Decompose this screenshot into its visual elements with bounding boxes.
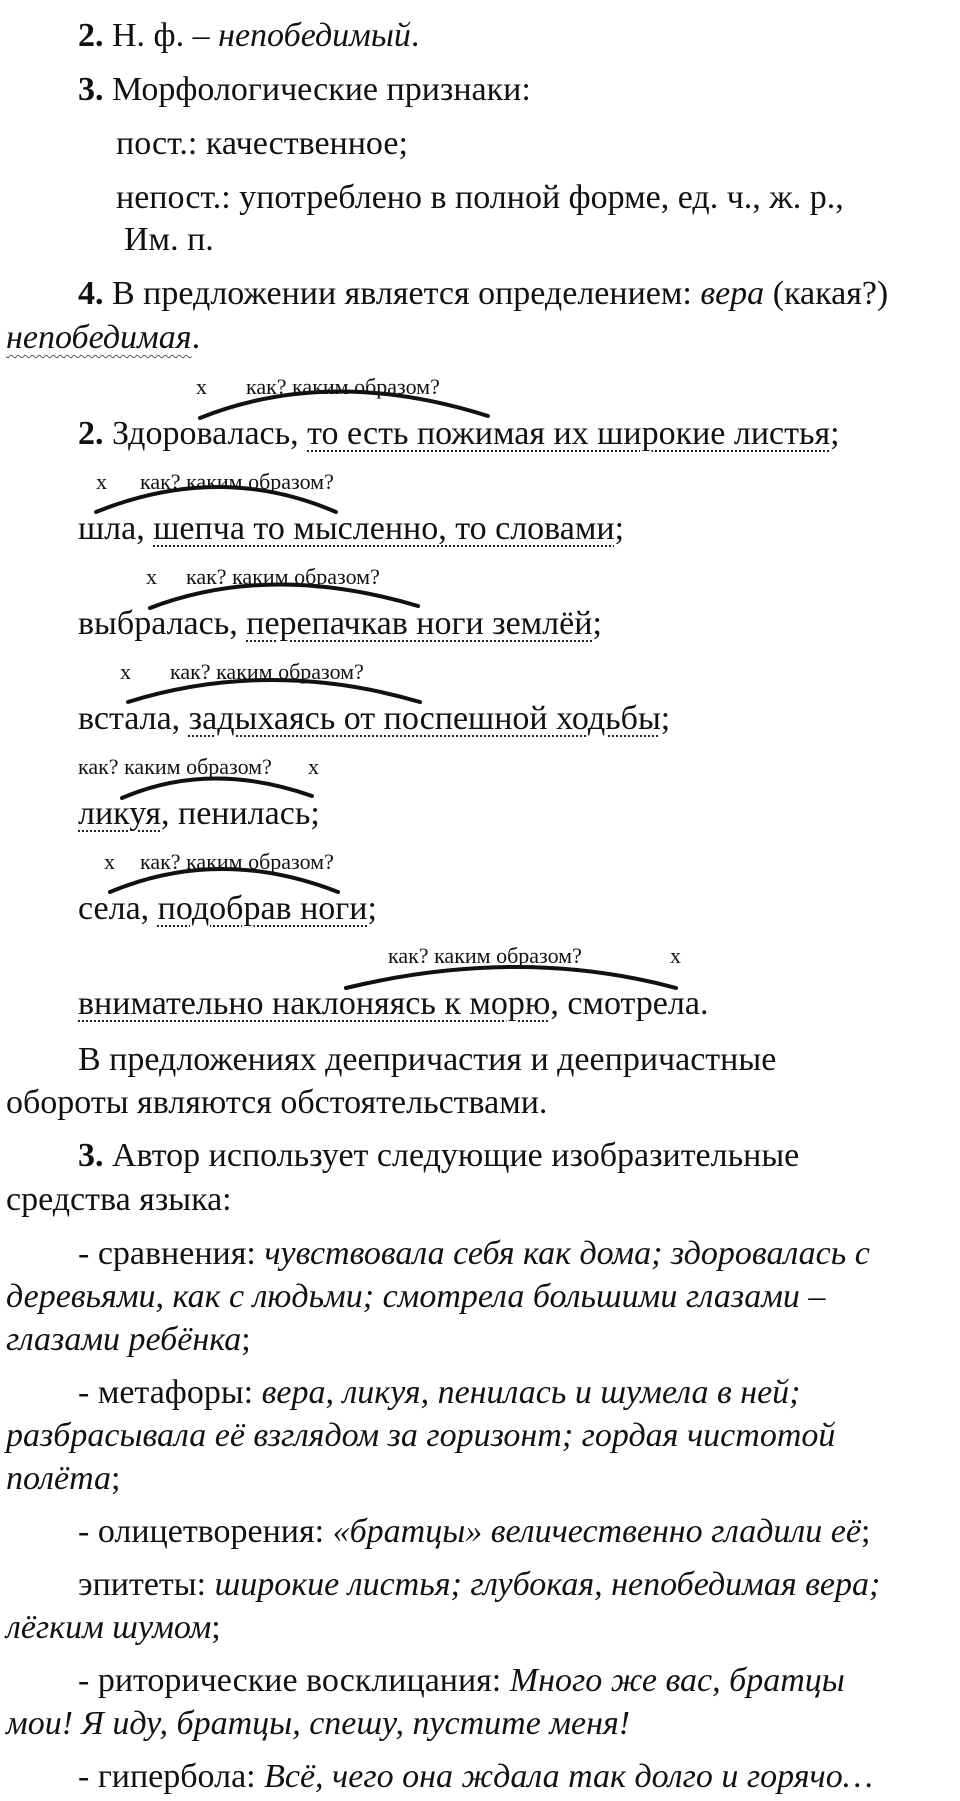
x-mark: х (104, 849, 115, 874)
list-item-exclamations (78, 1661, 845, 1701)
x-mark: х (146, 564, 157, 589)
device-label: - олицетворения: (78, 1513, 333, 1550)
list-item-metaphors-line2: разбрасывала её взглядом за горизонт; гордая чистотой (6, 1417, 836, 1454)
constant-features: пост.: качественное; (116, 125, 408, 162)
punct: ; (860, 1513, 871, 1550)
list-item-epithets (78, 1565, 880, 1605)
punct: ; (310, 795, 320, 832)
device-label: - гипербола: (78, 1758, 265, 1795)
participle-phrase: перепачкав ноги землёй (246, 605, 593, 642)
sentence-3 (78, 604, 602, 644)
x-mark: х (196, 374, 207, 399)
list-item-hyperbole (78, 1757, 873, 1797)
sentence-5 (78, 794, 320, 834)
text: Н. ф. – (103, 17, 219, 54)
punct: , (229, 605, 247, 642)
list-item-comparisons (78, 1234, 870, 1274)
device-examples: Всё, чего она ждала так долго и горячо… (264, 1758, 873, 1795)
question-label: как? каким образом? (388, 943, 582, 968)
question-label: как? каким образом? (246, 374, 440, 399)
punct: , (136, 510, 154, 547)
question: (какая?) (764, 275, 889, 312)
device-examples: чувствовала себя как дома; здоровалась с (264, 1235, 870, 1272)
item-number: 2. (78, 17, 104, 54)
attribute-word: непобедимая (6, 319, 192, 356)
punct: . (191, 319, 201, 356)
sentence-4 (78, 699, 670, 739)
punct: ; (111, 1460, 121, 1497)
punct: , (161, 795, 178, 832)
punct: ; (830, 415, 840, 452)
predicate: села (78, 890, 141, 927)
predicate: шла (78, 510, 137, 547)
punct: , (140, 890, 158, 927)
item-number: 2. (78, 415, 104, 452)
device-examples: глазами ребёнка (6, 1321, 242, 1358)
sentence-2 (78, 509, 624, 549)
list-item-comparisons-line2: деревьями, как с людьми; смотрела большими глазами – (6, 1278, 826, 1315)
list-item-comparisons-line3 (6, 1320, 251, 1360)
participle-phrase: задыхаясь от поспешной ходьбы (188, 700, 661, 737)
text: Морфологические признаки: (103, 71, 531, 108)
item-number: 4. (78, 275, 104, 312)
predicate: встала (78, 700, 172, 737)
item-number: 3. (78, 71, 104, 108)
punct: , (290, 415, 308, 452)
device-examples: лёгким шумом (6, 1609, 212, 1646)
item-number: 3. (78, 1137, 104, 1174)
punct: ; (367, 890, 377, 927)
list-item-metaphors (78, 1373, 800, 1413)
question-label: как? каким образом? (140, 469, 334, 494)
device-examples: полёта (6, 1460, 112, 1497)
text: В предложении является определением: (103, 275, 701, 312)
participle-phrase: шепча то мысленно, то словами (153, 510, 615, 547)
punct: ; (241, 1321, 251, 1358)
list-item-epithets-line2 (6, 1608, 221, 1648)
device-examples: «братцы» величественно гладили её (332, 1513, 861, 1550)
punct: ; (660, 700, 671, 737)
device-label: эпитеты: (78, 1566, 215, 1603)
punct: , (550, 985, 568, 1022)
variable-features-line1: непост.: употреблено в полной форме, ед. ч., ж. р., (116, 179, 844, 216)
sentence-7 (78, 984, 708, 1024)
participle-phrase: внимательно наклоняясь к морю (78, 985, 551, 1022)
initial-form-word: непобедимый (218, 17, 411, 54)
question-label: как? каким образом? (186, 564, 380, 589)
x-mark: х (308, 754, 319, 779)
device-label: - сравнения: (78, 1235, 265, 1272)
punct: . (410, 17, 420, 54)
predicate: смотрела (567, 985, 700, 1022)
conclusion-line2: обороты являются обстоятельствами. (6, 1084, 548, 1121)
x-mark: х (120, 659, 131, 684)
predicate: Здоровалась (103, 415, 291, 452)
sentence-1 (78, 414, 840, 454)
variable-features-line2: Им. п. (124, 221, 214, 258)
list-item-exclamations-line2: мои! Я иду, братцы, спешу, пустите меня! (6, 1705, 631, 1742)
conclusion-line1: В предложениях деепричастия и деепричастные (78, 1041, 777, 1078)
predicate: выбралась (78, 605, 230, 642)
device-examples: вера, ликуя, пенилась и шумела в ней; (261, 1374, 801, 1411)
list-item-metaphors-line3 (6, 1459, 121, 1499)
punct: ; (614, 510, 625, 547)
device-examples: широкие листья; глубокая, непобедимая вера; (214, 1566, 881, 1603)
question-label: как? каким образом? (170, 659, 364, 684)
punct: , (171, 700, 189, 737)
punct: ; (592, 605, 602, 642)
device-examples: Много же вас, братцы (509, 1662, 845, 1699)
x-mark: х (670, 943, 681, 968)
paragraph-devices (78, 1136, 799, 1176)
paragraph-devices-line2: средства языка: (6, 1181, 232, 1218)
device-label: - риторические восклицания: (78, 1662, 510, 1699)
x-mark: х (96, 469, 107, 494)
list-item-personification (78, 1512, 870, 1552)
participle: ликуя (78, 795, 161, 832)
participle-phrase: то есть пожимая их широкие листья (307, 415, 831, 452)
device-label: - метафоры: (78, 1374, 262, 1411)
question-label: как? каким образом? (140, 849, 334, 874)
punct: ; (211, 1609, 221, 1646)
text: Автор использует следующие изобразительные (103, 1137, 800, 1174)
participle-phrase: подобрав ноги (157, 890, 368, 927)
punct: . (699, 985, 709, 1022)
predicate: пенилась (178, 795, 311, 832)
subject-word: вера (700, 275, 765, 312)
question-label: как? каким образом? (78, 754, 272, 779)
sentence-6 (78, 889, 377, 929)
